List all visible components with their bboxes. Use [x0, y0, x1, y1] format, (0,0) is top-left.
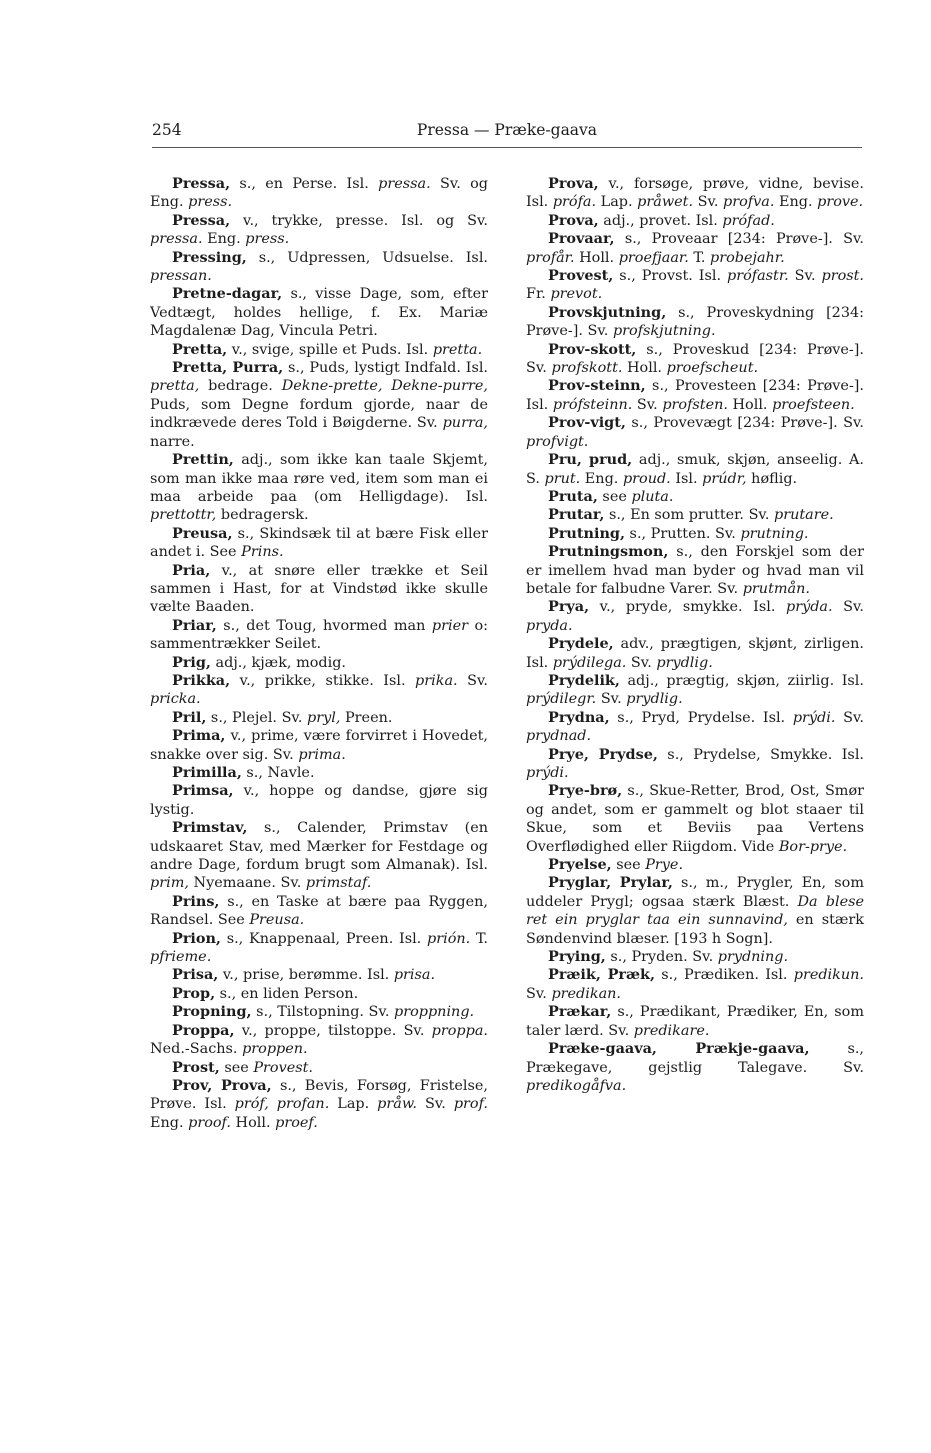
dictionary-entry	[150, 1003, 488, 1021]
italic-form: prevot.	[550, 286, 603, 303]
headword: Prop,	[172, 984, 216, 1002]
dictionary-entry	[150, 451, 488, 525]
italic-form: proef.	[275, 1114, 318, 1131]
dictionary-entry	[526, 1003, 864, 1040]
headword: Prydna,	[548, 708, 610, 726]
dictionary-entry	[150, 727, 488, 764]
italic-form: proof.	[188, 1114, 231, 1131]
dictionary-entry	[150, 249, 488, 286]
definition: v., prikke, stikke. Isl. prika. Sv. pricka.	[150, 672, 488, 708]
headword: Prost,	[172, 1058, 220, 1076]
headword: Provaar,	[548, 230, 615, 248]
italic-form: Prye.	[645, 857, 684, 874]
italic-form: profår.	[526, 249, 575, 266]
definition: s., Knappenaal, Preen. Isl. prión. T. pfrieme.	[150, 930, 488, 966]
headword: Prydelik,	[548, 671, 620, 689]
headword: Prova,	[548, 175, 599, 192]
italic-form: pricka.	[150, 691, 201, 708]
headword: Pryelse,	[548, 856, 612, 874]
headword: Prettin,	[172, 451, 234, 469]
italic-form: prýdi.	[792, 709, 836, 726]
italic-form: profsten.	[662, 396, 728, 413]
definition: v., prime, være forvirret i Hovedet, snakke over sig. Sv. prima.	[150, 728, 488, 763]
headword: Pretta,	[172, 340, 228, 358]
definition: s., Proveskud [234: Prøve-]. Sv. profskott. Holl. proefscheut.	[526, 341, 864, 377]
headword: Prye, Prydse,	[548, 745, 658, 763]
dictionary-entry	[150, 672, 488, 709]
definition: s., en liden Person.	[215, 985, 359, 1002]
dictionary-entry	[150, 654, 488, 672]
definition: s., Calender, Primstav (en udskaaret Stav, med Mærker for Festdage og andre Dage, fordum brugt som Almanak). Isl. prim, Nyemaane. Sv. primstaf.	[150, 820, 488, 892]
dictionary-entry	[150, 562, 488, 617]
headword: Preusa,	[172, 524, 233, 542]
dictionary-entry	[526, 966, 864, 1003]
dictionary-entry	[526, 506, 864, 524]
italic-form: prydning.	[717, 949, 789, 966]
italic-form: prutmån.	[742, 580, 810, 597]
headword: Prig,	[172, 653, 211, 671]
headword: Prying,	[548, 948, 606, 966]
italic-form: prier	[431, 617, 468, 634]
dictionary-entry	[150, 782, 488, 819]
definition: v., proppe, tilstoppe. Sv. proppa. Ned.-Sachs. proppen.	[150, 1022, 488, 1058]
italic-form: proefscheut.	[666, 360, 759, 377]
headword: Prya,	[548, 598, 590, 616]
dictionary-entry	[526, 304, 864, 341]
definition: s., Puds, lystigt Indfald. Isl. pretta, bedrage. Dekne-prette, Dekne-purre, Puds, som Degne fordum gjorde, naar de indkrævede deres Told i Bøigderne. Sv. purra, narre.	[150, 360, 489, 450]
page-number: 254	[152, 121, 182, 139]
italic-form: proefjaar.	[618, 249, 689, 266]
italic-form: predikogåfva.	[526, 1077, 627, 1094]
definition: s., den Forskjel som der er imellem hvad man byder og hvad man vil betale for falbudne Varer. Sv. prutmån.	[526, 544, 864, 597]
dictionary-entry	[150, 819, 488, 893]
dictionary-entry	[526, 672, 864, 709]
dictionary-entry	[150, 1022, 488, 1059]
italic-form: predikare.	[633, 1022, 710, 1039]
definition: see pluta.	[597, 488, 674, 505]
definition: adj., prægtig, skjøn, ziirlig. Isl. prýdilegr. Sv. prydlig.	[526, 672, 864, 708]
headword: Prye-brø,	[548, 782, 623, 800]
italic-form: pretta.	[432, 341, 483, 358]
italic-form: Provest.	[253, 1059, 313, 1076]
headword: Prov-steinn,	[548, 377, 646, 395]
italic-form: pryl,	[307, 709, 341, 726]
dictionary-entry	[150, 359, 488, 451]
italic-form: prydlig.	[656, 654, 713, 671]
definition: v., prise, berømme. Isl. prisa.	[218, 967, 436, 984]
italic-form: prut.	[544, 470, 581, 487]
running-head: Pressa — Præke-gaava	[416, 121, 598, 139]
dictionary-entry	[526, 709, 864, 746]
definition: s., det Toug, hvormed man prier o: sammentrækker Seilet.	[150, 617, 488, 653]
definition: s., Proveaar [234: Prøve-]. Sv. profår. Holl. proefjaar. T. probejahr.	[526, 231, 864, 266]
dictionary-entry	[150, 617, 488, 654]
headword: Pressing,	[172, 248, 247, 266]
dictionary-entry	[150, 525, 488, 562]
definition: s., en Perse. Isl. pressa. Sv. og Eng. press.	[150, 176, 488, 211]
italic-form: pråwet.	[637, 194, 694, 211]
dictionary-entry	[526, 1040, 864, 1095]
italic-form: prýdi.	[526, 765, 569, 781]
italic-form: prost.	[821, 268, 864, 285]
dictionary-entry	[526, 746, 864, 783]
dictionary-entry	[150, 709, 488, 727]
italic-form: proppa.	[431, 1022, 488, 1039]
italic-form: Dekne-prette, Dekne-purre,	[281, 378, 488, 395]
definition: v., hoppe og dandse, gjøre sig lystig.	[150, 783, 488, 818]
headword: Prutningsmon,	[548, 543, 669, 561]
right-column	[526, 175, 864, 1095]
italic-form: prýda.	[785, 599, 833, 616]
definition: s., Prækegave, gejstlig Talegave. Sv. predikogåfva.	[526, 1041, 864, 1094]
headword: Propning,	[172, 1003, 252, 1021]
definition: v., forsøge, prøve, vidne, bevise. Isl. prófa. Lap. pråwet. Sv. profva. Eng. prove.	[526, 176, 864, 211]
headword: Præik, Præk,	[548, 966, 655, 984]
headword: Præke-gaava, Prækje-gaava,	[548, 1040, 810, 1058]
italic-form: press.	[188, 194, 233, 211]
dictionary-entry	[150, 1077, 488, 1132]
definition: see Prye.	[611, 857, 684, 874]
definition: v., trykke, presse. Isl. og Sv. pressa. Eng. press.	[150, 212, 488, 248]
headword: Prima,	[172, 727, 226, 745]
definition: v., svige, spille et Puds. Isl. pretta.	[227, 341, 483, 358]
headword: Prov-vigt,	[548, 414, 626, 432]
headword: Primsa,	[172, 782, 234, 800]
left-column	[150, 175, 488, 1132]
italic-form: pressan.	[150, 268, 212, 285]
definition: see Provest.	[219, 1059, 313, 1076]
headword: Primstav,	[172, 819, 248, 837]
definition: s., Pryden. Sv. prydning.	[605, 949, 789, 966]
dictionary-entry	[526, 341, 864, 378]
definition: adj., provet. Isl. prófad.	[598, 212, 775, 229]
dictionary-entry	[150, 212, 488, 249]
definition: adj., som ikke kan taale Skjemt, som man ikke maa røre ved, item som man ei maa arbeide paa (om Helligdage). Isl. prettottr, bedragersk.	[150, 452, 488, 524]
italic-form: prutare.	[774, 507, 834, 524]
dictionary-entry	[526, 230, 864, 267]
headword: Pressa,	[172, 175, 231, 192]
definition: s., Provesteen [234: Prøve-]. Isl. prófsteinn. Sv. profsten. Holl. proefsteen.	[526, 378, 864, 413]
italic-form: pfrieme.	[150, 949, 212, 966]
dictionary-entry	[526, 212, 864, 230]
definition: s., m., Prygler, En, som uddeler Prygl; ogsaa stærk Blæst. Da blese ret ein pryglar taa ein sunnavind, en stærk Søndenvind blæser. [193 h Sogn].	[526, 875, 864, 947]
italic-form: predikan.	[551, 985, 622, 1002]
dictionary-entry	[150, 175, 488, 212]
italic-form: pretta,	[150, 378, 200, 395]
headword: Prins,	[172, 892, 220, 910]
headword: Primilla,	[172, 764, 242, 781]
dictionary-entry	[526, 267, 864, 304]
definition: s., En som prutter. Sv. prutare.	[604, 507, 834, 524]
headword: Provskjutning,	[548, 303, 667, 321]
definition: s., Proveskydning [234: Prøve-]. Sv. profskjutning.	[526, 304, 864, 340]
italic-form: pluta.	[631, 488, 674, 505]
dictionary-entry	[150, 341, 488, 359]
italic-form: prófastr.	[727, 268, 789, 285]
italic-form: prove.	[817, 194, 864, 211]
headword: Pressa,	[172, 211, 231, 229]
italic-form: prýdilega.	[552, 654, 627, 671]
headword: Prutar,	[548, 506, 605, 524]
dictionary-entry	[150, 966, 488, 984]
italic-form: prutning.	[740, 525, 809, 542]
italic-form: prófa.	[552, 194, 597, 211]
dictionary-entry	[526, 782, 864, 856]
headword: Pril,	[172, 708, 207, 726]
italic-form: prófsteinn.	[552, 396, 633, 413]
dictionary-entry	[526, 451, 864, 488]
headword: Prydele,	[548, 635, 614, 653]
dictionary-entry	[526, 635, 864, 672]
headword: Prov-skott,	[548, 340, 637, 358]
definition: s., Udpressen, Udsuelse. Isl. pressan.	[150, 249, 488, 285]
headword: Prisa,	[172, 966, 219, 984]
italic-form: próf, profan.	[234, 1096, 330, 1113]
italic-form: profskjutning.	[612, 323, 716, 340]
definition: s., Pryd, Prydelse. Isl. prýdi. Sv. prydnad.	[526, 709, 864, 745]
definition: s., Skue-Retter, Brod, Ost, Smør og andet, som er gammelt og blot staaer til Skue, som et Beviis paa Vertens Overflødighed eller Riigdom. Vide Bor-prye.	[526, 783, 864, 855]
italic-form: proefsteen.	[772, 396, 855, 413]
dictionary-entry	[526, 414, 864, 451]
dictionary-entry	[526, 598, 864, 635]
headword: Pretta, Purra,	[172, 359, 284, 377]
definition: s., Provst. Isl. prófastr. Sv. prost. Fr. prevot.	[526, 268, 864, 303]
dictionary-entry	[526, 948, 864, 966]
italic-form: prika.	[415, 672, 458, 689]
dictionary-entry	[150, 1059, 488, 1077]
definition: s., visse Dage, som, efter Vedtægt, holdes hellige, f. Ex. Mariæ Magdalenæ Dag, Vincula Petri.	[150, 286, 488, 340]
headword: Prikka,	[172, 671, 231, 689]
headword: Provest,	[548, 267, 614, 285]
italic-form: prof.	[453, 1096, 488, 1113]
dictionary-entry	[526, 377, 864, 414]
definition: adv., prægtigen, skjønt, zirligen. Isl. prýdilega. Sv. prydlig.	[526, 636, 864, 671]
dictionary-entry	[150, 764, 488, 782]
definition: s., Provevægt [234: Prøve-]. Sv. profvigt.	[526, 415, 864, 450]
definition: s., Prædiken. Isl. predikun. Sv. predikan.	[526, 967, 864, 1002]
italic-form: proud.	[622, 470, 671, 487]
italic-form: prim,	[150, 875, 189, 892]
italic-form: purra,	[442, 415, 488, 432]
italic-form: probejahr.	[710, 249, 785, 266]
definition: s., Skindsæk til at bære Fisk eller andet i. See Prins.	[150, 525, 488, 561]
italic-form: prydnad.	[526, 728, 592, 745]
italic-form: prisa.	[393, 967, 436, 984]
definition: s., Prædikant, Prædiker, En, som taler lærd. Sv. predikare.	[526, 1004, 864, 1039]
italic-form: pressa.	[150, 231, 203, 248]
italic-form: profva.	[723, 194, 775, 211]
italic-form: Preusa.	[249, 912, 305, 929]
italic-form: proppning.	[394, 1004, 475, 1021]
italic-form: prýdilegr.	[526, 691, 597, 708]
italic-form: pråw.	[377, 1096, 418, 1113]
italic-form: prima.	[298, 746, 346, 763]
definition: v., at snøre eller trække et Seil sammen i Hast, for at Vindstød ikke skulle vælte Baaden.	[150, 562, 488, 616]
headword: Pria,	[172, 561, 211, 579]
italic-form: predikun.	[793, 967, 864, 984]
page-header	[152, 117, 862, 148]
italic-form: Bor-prye.	[778, 838, 848, 855]
dictionary-entry	[150, 930, 488, 967]
italic-form: proppen.	[242, 1041, 308, 1058]
definition: adj., kjæk, modig.	[210, 654, 346, 671]
dictionary-entry	[526, 488, 864, 506]
italic-form: press.	[245, 231, 290, 248]
definition: s., Prydelse, Smykke. Isl. prýdi.	[526, 746, 864, 781]
italic-form: Da blese ret ein pryglar taa ein sunnavind,	[526, 893, 864, 929]
headword: Prækar,	[548, 1003, 612, 1021]
definition: s., Bevis, Forsøg, Fristelse, Prøve. Isl. próf, profan. Lap. pråw. Sv. prof. Eng. proof. Holl. proef.	[150, 1077, 488, 1131]
definition: s., Navle.	[241, 765, 315, 781]
italic-form: pryda.	[526, 617, 573, 634]
italic-form: prúdr,	[702, 470, 747, 487]
italic-form: prydlig.	[626, 691, 683, 708]
dictionary-entry	[526, 874, 864, 948]
headword: Prova,	[548, 211, 599, 229]
dictionary-entry	[526, 525, 864, 543]
dictionary-entry	[526, 543, 864, 598]
italic-form: pressa.	[378, 176, 431, 192]
dictionary-entry	[150, 285, 488, 340]
definition: adj., smuk, skjøn, anseelig. A. S. prut. Eng. proud. Isl. prúdr, høflig.	[526, 452, 864, 487]
headword: Prov, Prova,	[172, 1076, 272, 1094]
italic-form: Prins.	[241, 544, 284, 561]
dictionary-entry	[526, 175, 864, 212]
headword: Prutning,	[548, 524, 625, 542]
definition: s., en Taske at bære paa Ryggen, Randsel. See Preusa.	[150, 893, 488, 929]
definition: s., Plejel. Sv. pryl, Preen.	[206, 709, 393, 726]
headword: Pretne-dagar,	[172, 285, 283, 303]
headword: Pru, prud,	[548, 451, 633, 469]
italic-form: primstaf.	[305, 875, 372, 892]
definition: s., Prutten. Sv. prutning.	[624, 525, 809, 542]
dictionary-entry	[150, 893, 488, 930]
headword: Priar,	[172, 616, 217, 634]
dictionary-entry	[150, 985, 488, 1003]
headword: Pryglar, Prylar,	[548, 874, 673, 892]
italic-form: prettottr,	[150, 507, 217, 524]
definition: s., Tilstopning. Sv. proppning.	[251, 1004, 475, 1021]
italic-form: prión.	[427, 930, 471, 947]
headword: Proppa,	[172, 1021, 235, 1039]
headword: Prion,	[172, 929, 221, 947]
dictionary-entry	[526, 856, 864, 874]
italic-form: profskott.	[551, 360, 623, 377]
italic-form: prófad.	[722, 212, 775, 229]
italic-form: profvigt.	[526, 433, 589, 450]
headword: Pruta,	[548, 487, 598, 505]
definition: v., pryde, smykke. Isl. prýda. Sv. pryda.	[526, 599, 864, 634]
